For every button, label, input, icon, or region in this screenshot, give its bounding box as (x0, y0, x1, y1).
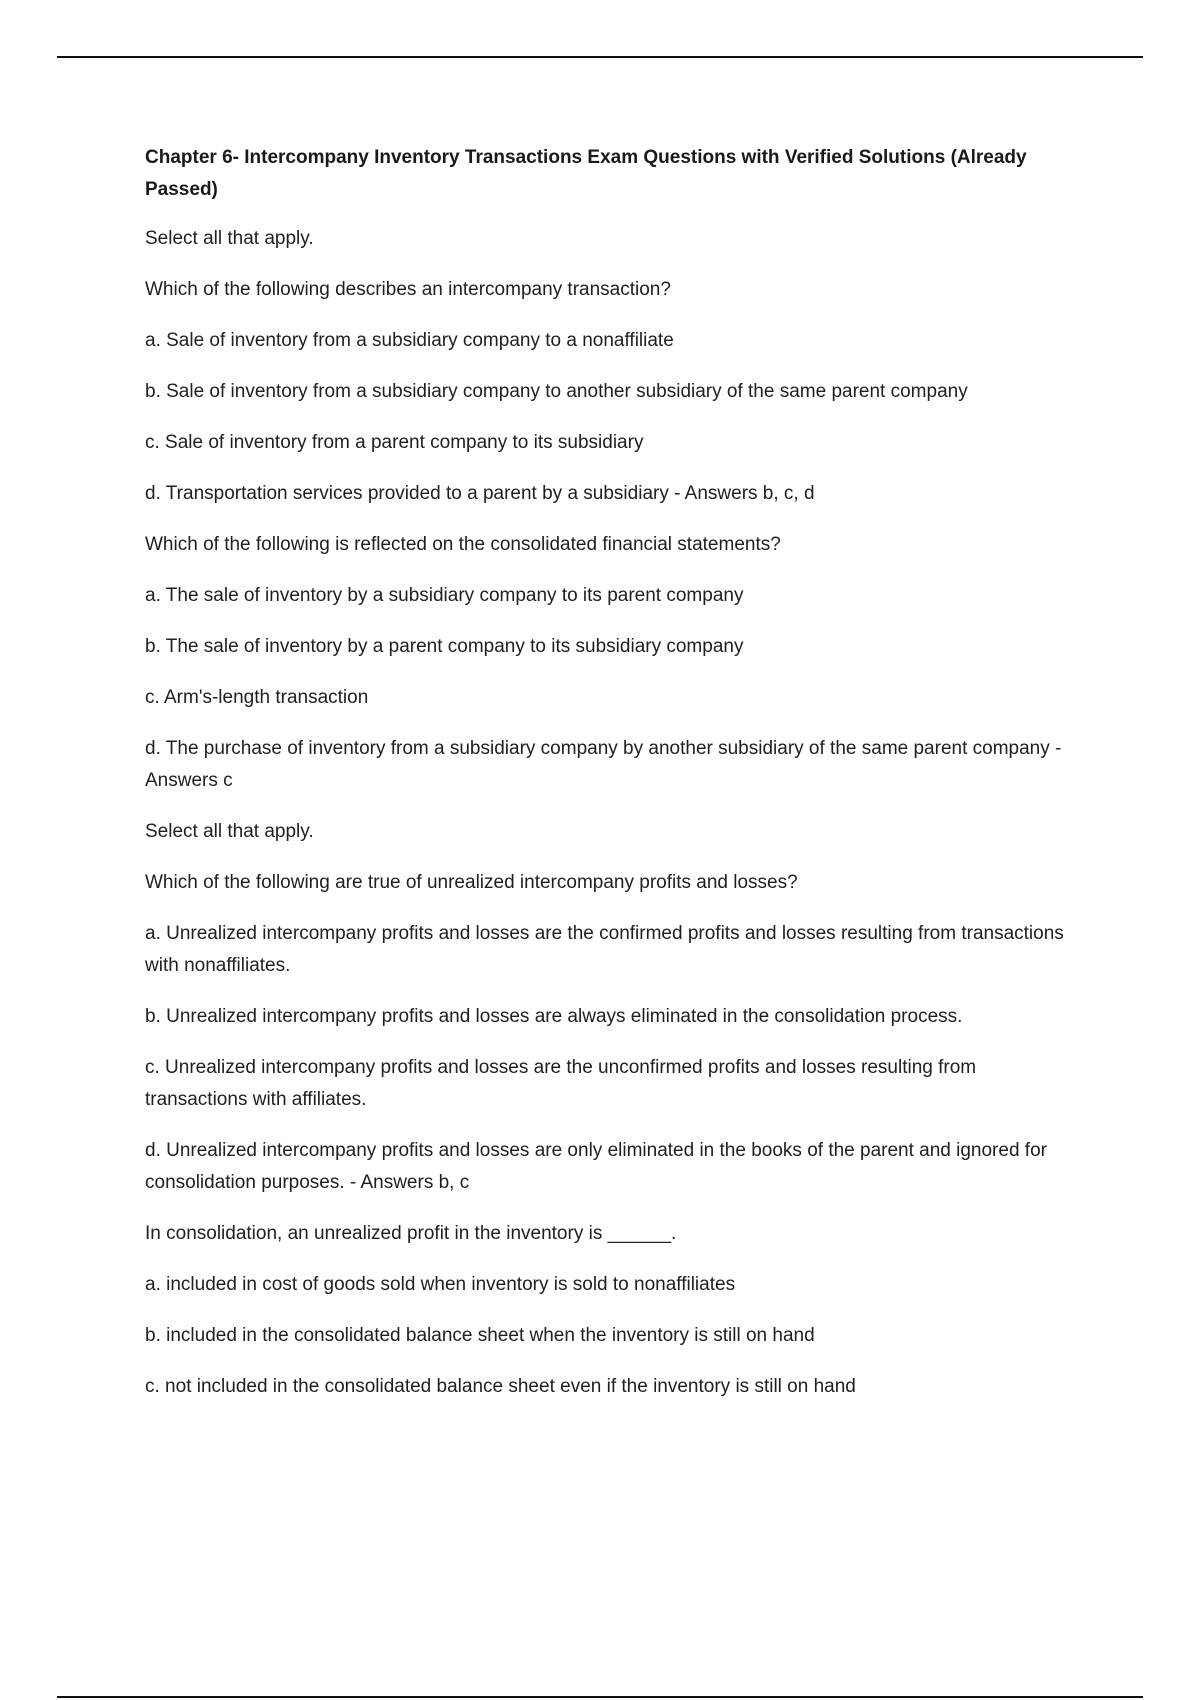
question-3-option-d-answer: d. Unrealized intercompany profits and losses are only eliminated in the books of the parent and ignored for consolidation purposes. - Answers b, c (145, 1140, 1047, 1193)
question-4-option-c: c. not included in the consolidated balance sheet even if the inventory is still on hand (145, 1376, 856, 1397)
question-2-option-b: b. The sale of inventory by a parent company to its subsidiary company (145, 636, 744, 657)
document-title: Chapter 6- Intercompany Inventory Transactions Exam Questions with Verified Solutions (Already Passed) (145, 147, 1027, 200)
question-2: Which of the following is reflected on the consolidated financial statements? (145, 534, 781, 555)
question-2-option-d-answer: d. The purchase of inventory from a subsidiary company by another subsidiary of the same parent company - Answers c (145, 738, 1062, 791)
footer-rule (57, 1696, 1143, 1698)
question-3-option-c: c. Unrealized intercompany profits and losses are the unconfirmed profits and losses resulting from transactions with affiliates. (145, 1057, 977, 1110)
question-1-option-d-answer: d. Transportation services provided to a parent by a subsidiary - Answers b, c, d (145, 483, 815, 504)
question-3: Which of the following are true of unrealized intercompany profits and losses? (145, 872, 798, 893)
question-4-option-a: a. included in cost of goods sold when inventory is sold to nonaffiliates (145, 1274, 736, 1295)
question-1-option-c: c. Sale of inventory from a parent company to its subsidiary (145, 432, 644, 453)
question-4: In consolidation, an unrealized profit in the inventory is ______. (145, 1223, 677, 1244)
question-1-option-b: b. Sale of inventory from a subsidiary company to another subsidiary of the same parent company (145, 381, 968, 402)
question-1-option-a: a. Sale of inventory from a subsidiary company to a nonaffiliate (145, 330, 674, 351)
question-4-option-b: b. included in the consolidated balance sheet when the inventory is still on hand (145, 1325, 815, 1346)
instruction-select-all-1: Select all that apply. (145, 228, 314, 249)
question-3-option-a: a. Unrealized intercompany profits and losses are the confirmed profits and losses resulting from transactions with nonaffiliates. (145, 923, 1064, 976)
instruction-select-all-2: Select all that apply. (145, 821, 314, 842)
question-1: Which of the following describes an intercompany transaction? (145, 279, 671, 300)
question-2-option-a: a. The sale of inventory by a subsidiary company to its parent company (145, 585, 744, 606)
question-2-option-c: c. Arm's-length transaction (145, 687, 369, 708)
question-3-option-b: b. Unrealized intercompany profits and losses are always eliminated in the consolidation process. (145, 1006, 963, 1027)
document-body (145, 142, 1065, 1422)
header-rule (57, 56, 1143, 58)
